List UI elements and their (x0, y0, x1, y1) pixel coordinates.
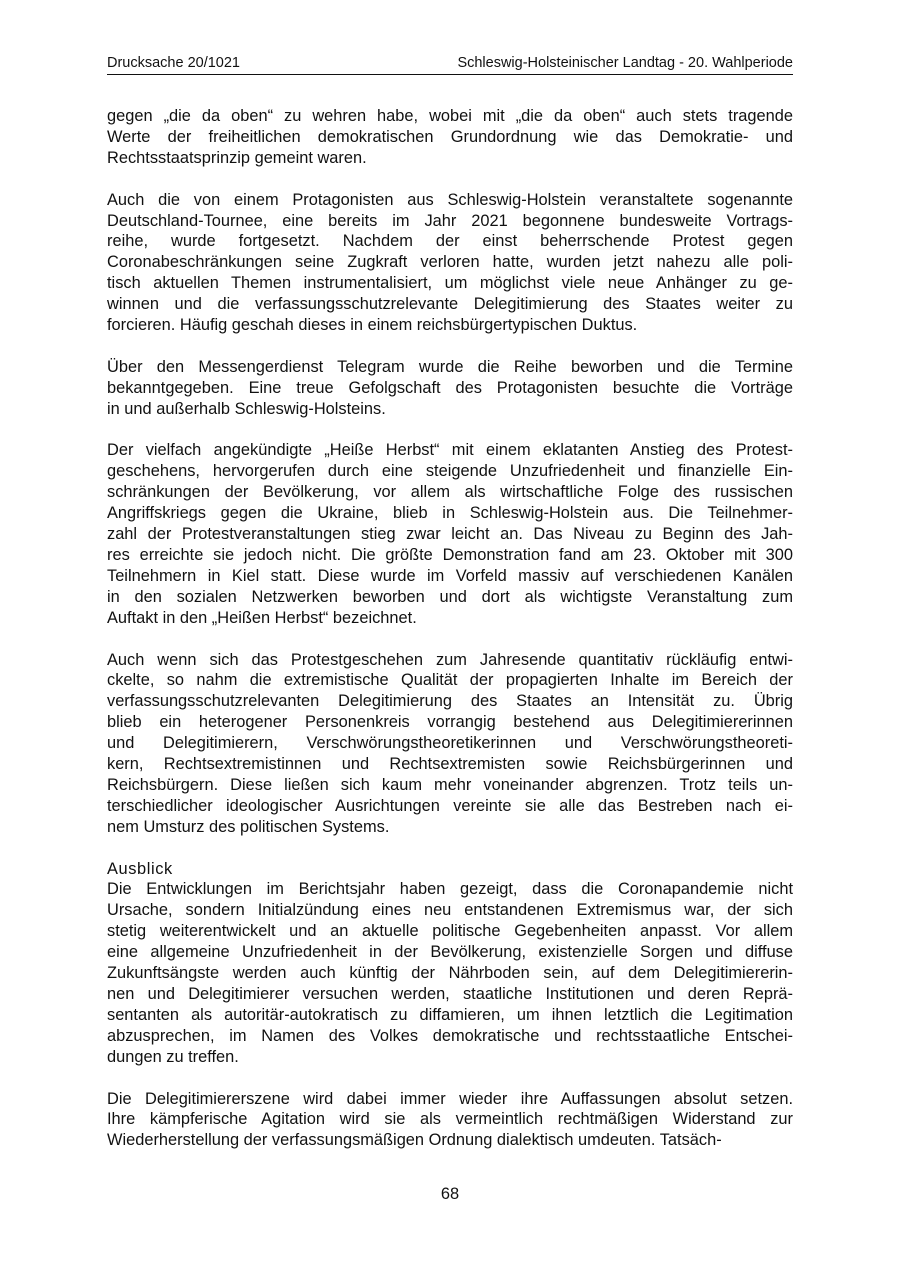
paragraph (107, 440, 793, 628)
text-line: Auch wenn sich das Protestgeschehen zum Jahresende quantitativ rückläufig entwi- (107, 650, 793, 669)
text-line: Die Delegitimiererszene wird dabei immer wieder ihre Auffassungen absolut setzen. (107, 1089, 793, 1108)
paragraph (107, 859, 793, 1068)
text-line: und Delegitimierern, Verschwörungstheoretikerinnen und Verschwörungstheoreti- (107, 734, 793, 753)
section-heading: Ausblick (107, 859, 173, 878)
body-text (107, 106, 793, 1172)
text-line: sentanten als autoritär-autokratisch zu diffamieren, um ihnen letztlich die Legitimation (107, 1005, 793, 1024)
text-line: in den sozialen Netzwerken beworben und dort als wichtigste Veranstaltung zum (107, 587, 793, 606)
text-line: blieb ein heterogener Personenkreis vorrangig bestehend aus Delegitimiererinnen (107, 713, 793, 732)
text-line: stetig weiterentwickelt und an aktuelle politische Gegebenheiten anpasst. Vor allem (107, 922, 793, 941)
text-line: reihe, wurde fortgesetzt. Nachdem der einst beherrschende Protest gegen (107, 232, 793, 251)
text-line: Deutschland-Tournee, eine bereits im Jahr 2021 begonnene bundesweite Vortrags- (107, 211, 793, 230)
text-line: Ihre kämpferische Agitation wird sie als vermeintlich rechtmäßigen Widerstand zur (107, 1110, 793, 1129)
text-line: tisch aktuellen Themen instrumentalisiert, um möglichst viele neue Anhänger zu ge- (107, 274, 793, 293)
text-line: bekanntgegeben. Eine treue Gefolgschaft des Protagonisten besuchte die Vorträge (107, 378, 793, 397)
text-line: gegen „die da oben“ zu wehren habe, wobei mit „die da oben“ auch stets tragende (107, 107, 793, 125)
text-line: res erreichte sie jedoch nicht. Die größte Demonstration fand am 23. Oktober mit 300 (107, 545, 793, 564)
paragraph (107, 106, 793, 169)
text-line: nem Umsturz des politischen Systems. (107, 817, 390, 836)
text-line: Teilnehmern in Kiel statt. Diese wurde im Vorfeld massiv auf verschiedenen Kanälen (107, 566, 793, 585)
text-line: abzusprechen, im Namen des Volkes demokratische und rechtsstaatliche Entschei- (107, 1026, 793, 1045)
paragraph (107, 1089, 793, 1152)
text-line: kern, Rechtsextremistinnen und Rechtsextremisten sowie Reichsbürgerinnen und (107, 755, 793, 774)
text-line: Auch die von einem Protagonisten aus Schleswig-Holstein veranstaltete sogenannte (107, 190, 793, 209)
text-line: dungen zu treffen. (107, 1047, 239, 1066)
text-line: ckelte, so nahm die extremistische Qualität der propagierten Inhalte im Bereich der (107, 671, 793, 690)
page-number: 68 (440, 1185, 460, 1203)
text-line: Über den Messengerdienst Telegram wurde die Reihe beworben und die Termine (107, 357, 793, 376)
text-line: geschehens, hervorgerufen durch eine steigende Unzufriedenheit und finanzielle Ein- (107, 462, 793, 481)
text-line: Angriffskriegs gegen die Ukraine, blieb in Schleswig-Holstein aus. Die Teilnehmer- (107, 504, 793, 523)
text-line: Zukunftsängste werden auch künftig der Nährboden sein, auf dem Delegitimiererin- (107, 964, 793, 983)
text-line: Die Entwicklungen im Berichtsjahr haben gezeigt, dass die Coronapandemie nicht (107, 880, 793, 899)
text-line: Reichsbürgern. Diese ließen sich kaum mehr voneinander abgrenzen. Trotz teils un- (107, 775, 793, 794)
text-line: nen und Delegitimierer versuchen werden, staatliche Institutionen und deren Reprä- (107, 984, 793, 1003)
text-line: Ursache, sondern Initialzündung eines neu entstandenen Extremismus war, der sich (107, 901, 793, 920)
text-line: Auftakt in den „Heißen Herbst“ bezeichnet. (107, 608, 417, 627)
paragraph (107, 357, 793, 420)
header-parliament-title: Schleswig-Holsteinischer Landtag - 20. Wahlperiode (457, 55, 793, 71)
text-line: terschiedlicher ideologischer Ausrichtungen vereinte sie alle das Bestreben nach ei- (107, 796, 793, 815)
text-line: Rechtsstaatsprinzip gemeint waren. (107, 148, 367, 167)
text-line: schränkungen der Bevölkerung, vor allem als wirtschaftliche Folge des russischen (107, 483, 793, 502)
text-line: Coronabeschränkungen seine Zugkraft verloren hatte, wurden jetzt nahezu alle poli- (107, 253, 793, 272)
text-line: forcieren. Häufig geschah dieses in einem reichsbürgertypischen Duktus. (107, 316, 638, 335)
header-document-number: Drucksache 20/1021 (107, 55, 240, 71)
text-line: in und außerhalb Schleswig-Holsteins. (107, 399, 386, 418)
page-header (107, 54, 793, 75)
text-line: zahl der Protestveranstaltungen stieg zwar leicht an. Das Niveau zu Beginn des Jah- (107, 525, 793, 544)
paragraph (107, 650, 793, 838)
text-line: Werte der freiheitlichen demokratischen Grundordnung wie das Demokratie- und (107, 127, 793, 146)
paragraph (107, 190, 793, 336)
text-line: eine allgemeine Unzufriedenheit in der Bevölkerung, existenzielle Sorgen und diffuse (107, 943, 793, 962)
text-line: winnen und die verfassungsschutzrelevante Delegitimierung des Staates weiter zu (107, 295, 793, 314)
text-line: verfassungsschutzrelevanten Delegitimierung des Staates an Intensität zu. Übrig (107, 692, 793, 711)
text-line: Der vielfach angekündigte „Heiße Herbst“ mit einem eklatanten Anstieg des Protest- (107, 441, 793, 460)
text-line: Wiederherstellung der verfassungsmäßigen Ordnung dialektisch umdeuten. Tatsäch- (107, 1131, 722, 1150)
